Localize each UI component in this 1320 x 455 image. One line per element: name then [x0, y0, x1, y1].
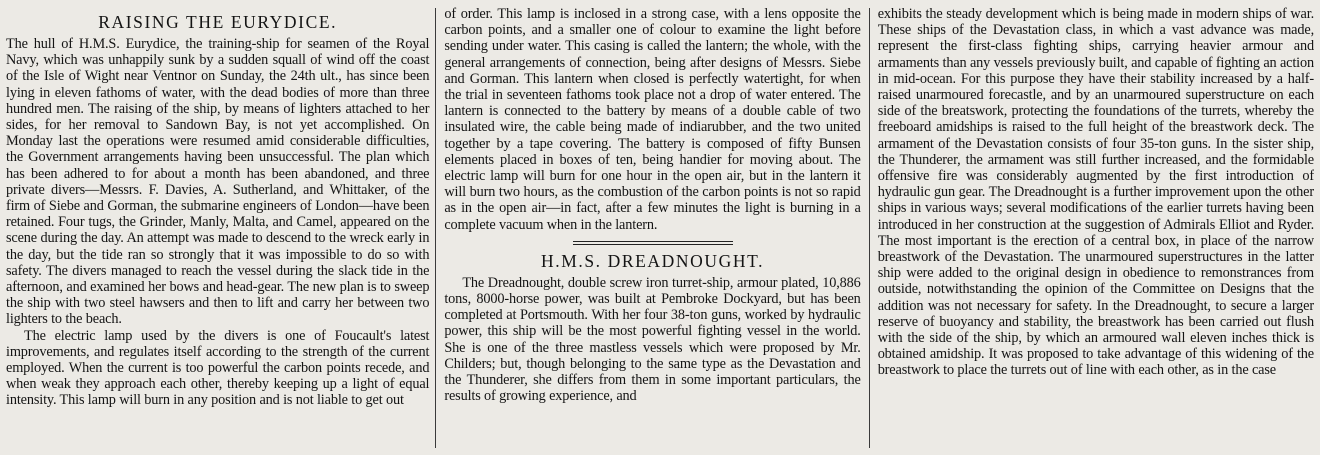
eurydice-paragraph-2: The electric lamp used by the divers is one of Foucault's latest improvements, and regulates itself according to the strength of the current employed. When the current is too powerful the carbon points recede, and when weak they approach each other, thereby keeping up a light of equal intensity. This lamp will burn in any position and is not liable to get out — [6, 327, 430, 409]
headline-raising-the-eurydice: RAISING THE EURYDICE. — [98, 12, 338, 32]
dreadnought-paragraph-continued: exhibits the steady development which is being made in modern ships of war. These ships of the Devastation class, in which a vast advance was made, represent the first-class fighting ships, carrying heavier armour and armaments than any vessels previously built, and capable of fighting an action in mid-ocean. For this purpose they have their stability increased by a half-raised unarmoured forecastle, and by an unarmoured superstructure on each side of the breatswork, protecting the foundations of the turrets, whereby the freeboard amidships is raised to the full height of the breastwork deck. The armament of the Devastation consists of four 35-ton guns. In the sister ship, the Thunderer, the armament was still further increased, and the formidable offensive fire was considerably augmented by the first introduction of hydraulic gun gear. The Dreadnought is a further improvement upon the other ships in various ways; several modifications of the earlier turrets having been introduced in her construction at the suggestion of Admirals Elliot and Ryder. The most important is the erection of a central box, in place of the narrow breastwork of the Devastation. The unarmoured superstructures in the latter ship were added to the original design in obedience to remonstrances from outside, notwithstanding the opinion of the Committee on Designs that the addition was not necessary for safety. In the Dreadnought, to secure a larger reserve of buoyancy and stability, the breastwork has been carried out flush with the side of the ship, by which an armoured wall eleven inches thick is obtained amidship. It was proposed to take advantage of this widening of the breastwork to place the turrets out of line with each other, as in the case — [877, 6, 1314, 379]
column-eurydice — [6, 6, 435, 455]
headline-hms-dreadnought: H.M.S. DREADNOUGHT. — [540, 250, 765, 271]
lamp-paragraph-continued: of order. This lamp is inclosed in a strong case, with a lens opposite the carbon points, and a smaller one of colour to examine the light before sending under water. This casing is called the lantern; the whole, with the general arrangements of connection, being after designs of Messrs. Siebe and Gorman. This lantern when closed is perfectly watertight, for when the trial in seventeen fathoms took place not a drop of water entered. The lantern is connected to the battery by means of a double cable of two insulated wire, the cable being made of indiarubber, and the two united together by a tape covering. The battery is composed of fifty Bunsen elements placed in boxes of ten, being handier for moving about. The electric lamp will burn for one hour in the open air, but in the lantern it will burn two hours, as the combustion of the carbon points is not so rapid as in the open air—in fact, after a few minutes the light is burning in a complete vacuum when in the lantern. — [444, 6, 861, 233]
section-divider — [573, 241, 733, 245]
column-dreadnought-continued — [870, 6, 1314, 455]
eurydice-paragraph-1: The hull of H.M.S. Eurydice, the training-ship for seamen of the Royal Navy, which was unhappily sunk by a sudden squall of wind off the coast of the Isle of Wight near Ventnor on Sunday, the 24th ult., has since been lying in eleven fathoms of water, with the dead bodies of more than three hundred men. The raising of the ship, by means of lighters attached to her sides, for her removal to Sandown Bay, is not yet accomplished. On Monday last the operations were resumed amid considerable difficulties, the Government arrangements having been unsuccessful. The plan which has been adhered to for about a month has been abandoned, and three private divers—Messrs. F. Davies, A. Sutherland, and Whittaker, of the firm of Siebe and Gorman, the submarine engineers of London—have been retained. Four tugs, the Grinder, Manly, Malta, and Camel, appeared on the scene during the day. An attempt was made to descend to the wreck early in the day, but the tide ran so strongly that it was impossible to do so with safety. The divers managed to reach the vessel during the slack tide in the afternoon, and examined her bows and head-gear. The new plan is to sweep the ship with two steel hawsers and then to lift and carry her between two lighters to the beach. — [6, 36, 430, 328]
dreadnought-paragraph-1: The Dreadnought, double screw iron turret-ship, armour plated, 10,886 tons, 8000-horse power, was built at Pembroke Dockyard, but has been completed at Portsmouth. With her four 38-ton guns, worked by hydraulic power, this ship will be the most powerful fighting vessel in the world. She is one of the three mastless vessels which were proposed by Mr. Childers; but, though belonging to the same type as the Devastation and the Thunderer, she differs from them in some important particulars, the results of growing experience, and — [444, 274, 861, 405]
column-middle — [436, 6, 868, 455]
